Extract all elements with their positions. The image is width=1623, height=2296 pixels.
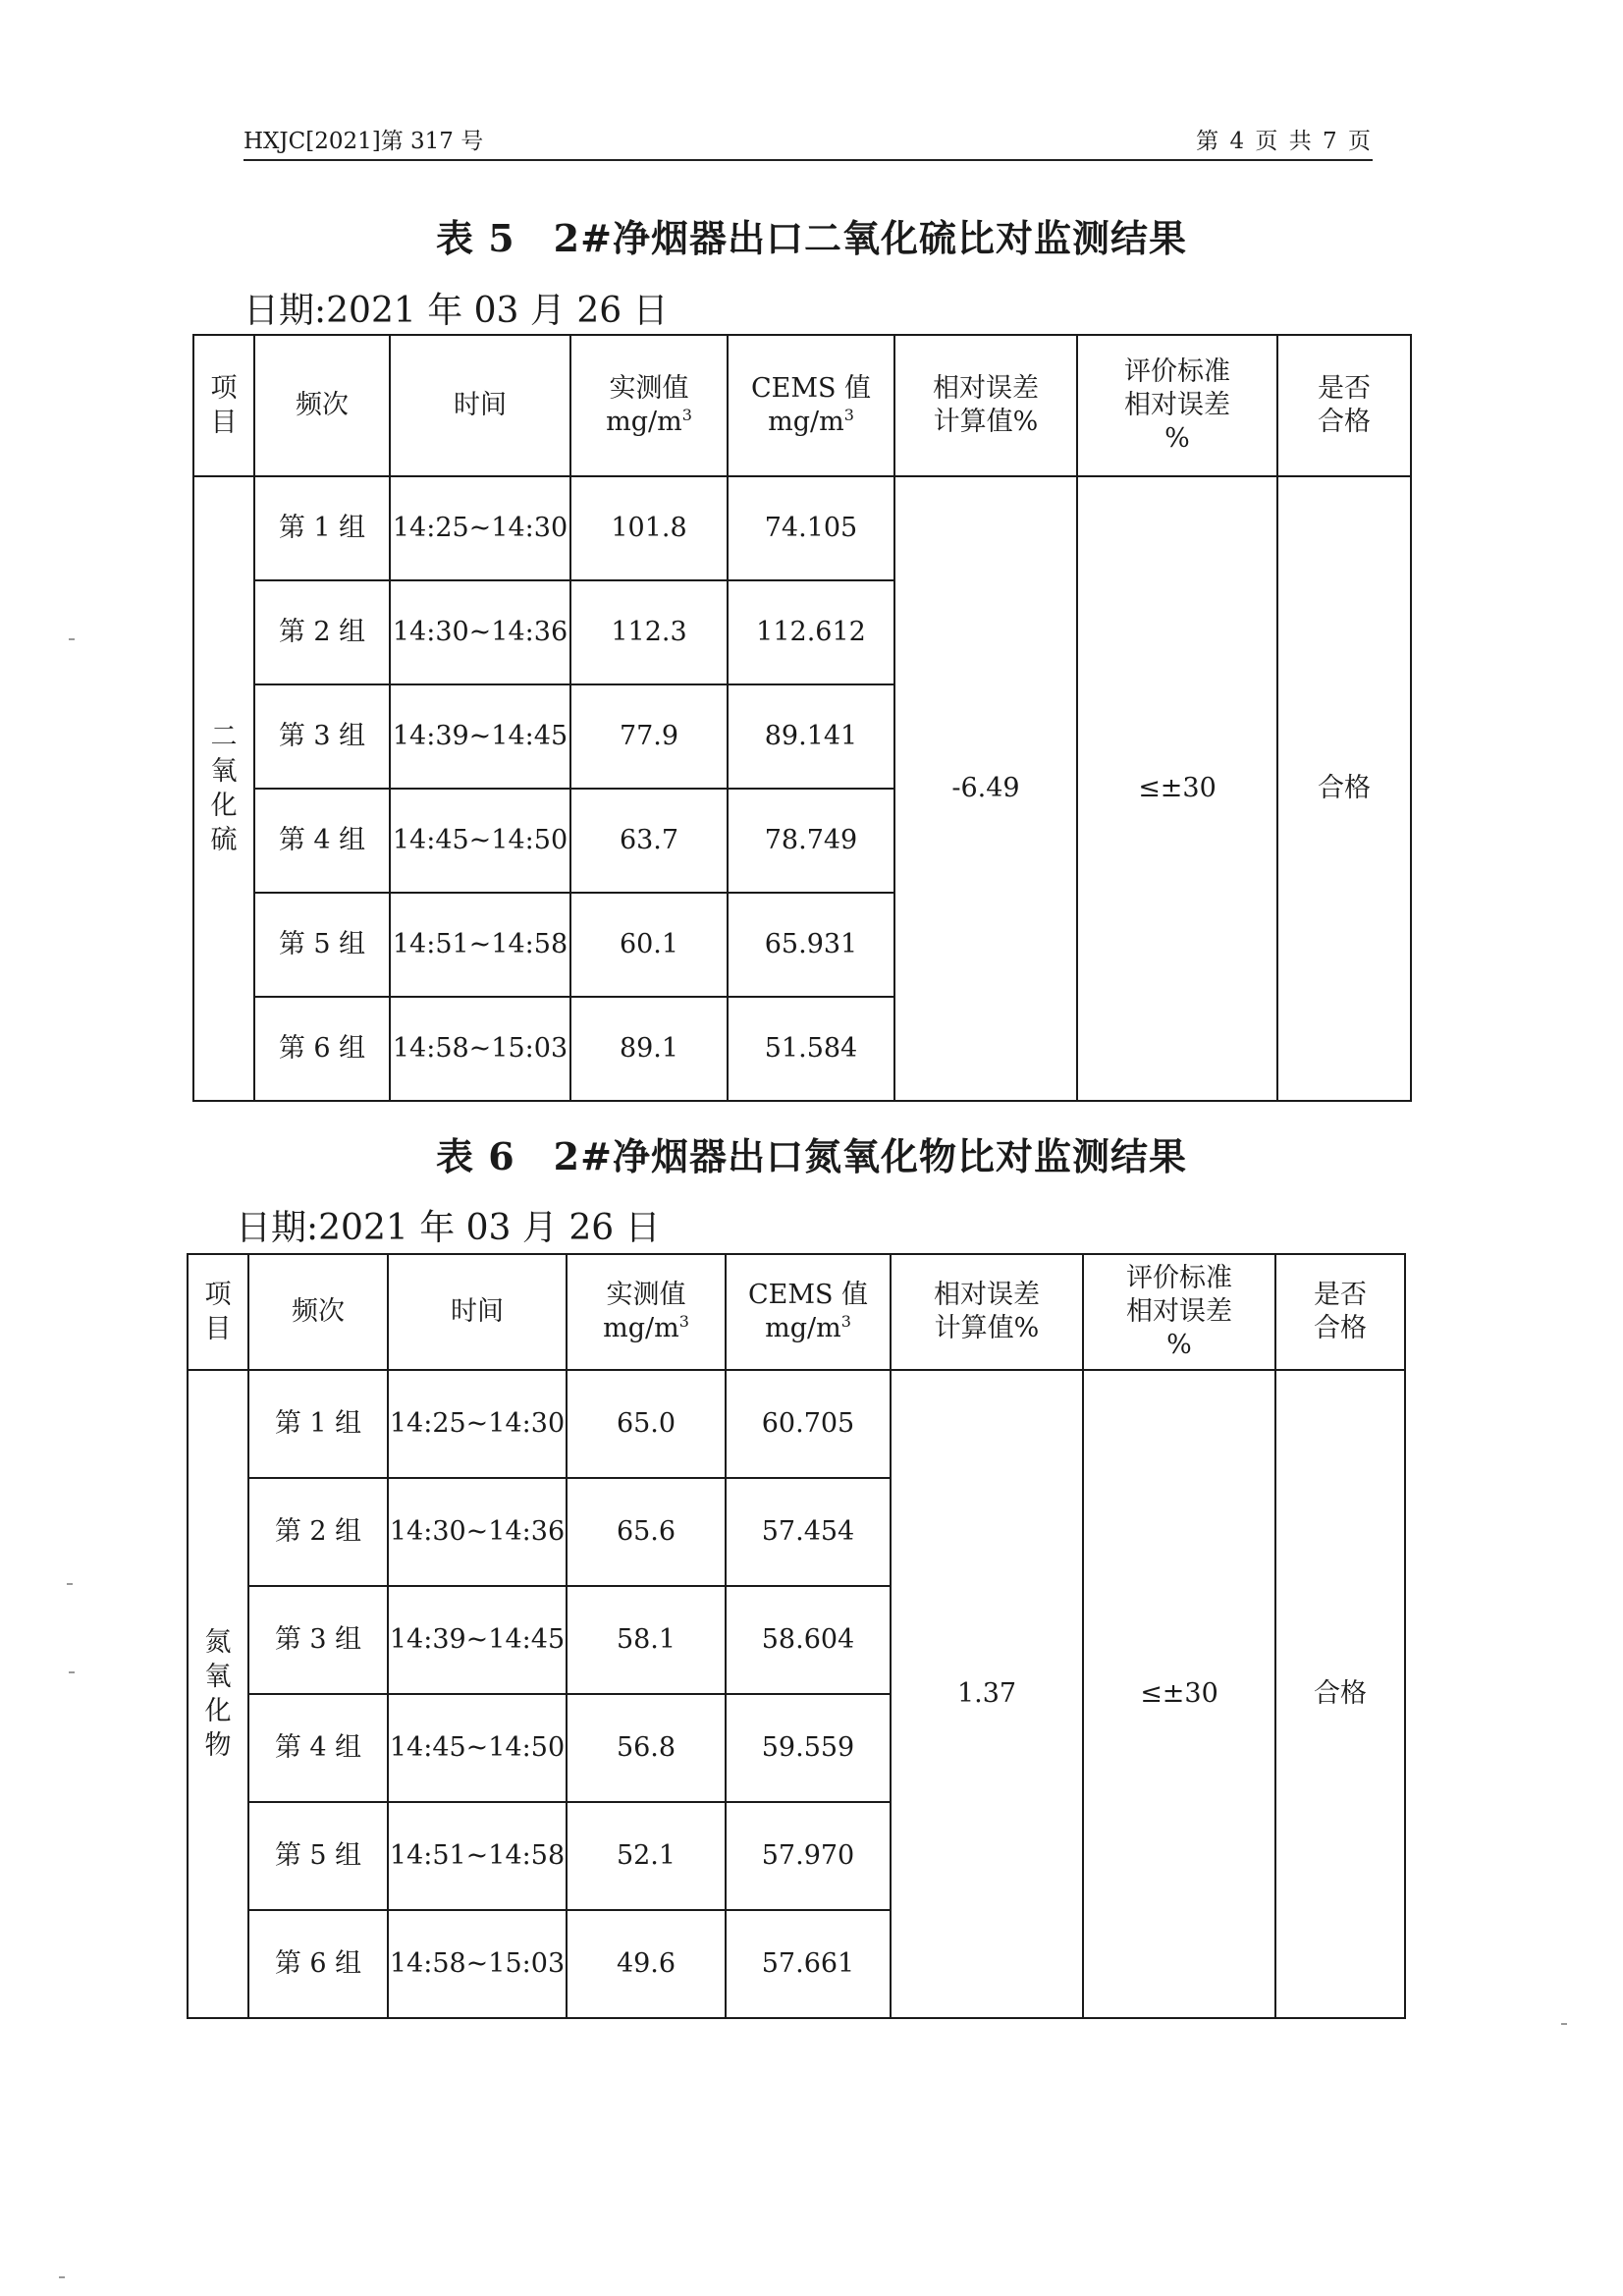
time-cell: 14:58~15:03: [390, 997, 570, 1101]
cems-cell: 57.970: [726, 1802, 891, 1910]
time-cell: 14:25~14:30: [390, 476, 570, 580]
group-cell: 第 5 组: [254, 893, 390, 997]
time-cell: 14:58~15:03: [388, 1910, 567, 2018]
document-number: HXJC[2021]第 317 号: [243, 129, 484, 154]
scan-speck: [67, 1583, 73, 1585]
result-value: 合格: [1277, 476, 1411, 1101]
header-pass: 是否 合格: [1277, 335, 1411, 476]
cems-cell: 59.559: [726, 1694, 891, 1802]
group-cell: 第 1 组: [248, 1370, 388, 1478]
header-time: 时间: [390, 335, 570, 476]
group-cell: 第 5 组: [248, 1802, 388, 1910]
header-standard: 评价标准 相对误差 %: [1077, 335, 1277, 476]
cems-cell: 57.454: [726, 1478, 891, 1586]
header-frequency: 频次: [248, 1254, 388, 1370]
time-cell: 14:45~14:50: [390, 789, 570, 893]
table-header-row: [193, 335, 1411, 476]
table-row: [188, 1370, 1405, 1478]
header-relative-error: 相对误差 计算值%: [891, 1254, 1083, 1370]
header-item: 项 目: [188, 1254, 248, 1370]
measured-cell: 65.0: [567, 1370, 726, 1478]
time-cell: 14:45~14:50: [388, 1694, 567, 1802]
time-cell: 14:30~14:36: [390, 580, 570, 684]
scan-speck: [1561, 2023, 1567, 2025]
table-row: [193, 476, 1411, 580]
item-name: 氮 氧 化 物: [188, 1370, 248, 2018]
header-item: 项 目: [193, 335, 254, 476]
group-cell: 第 4 组: [254, 789, 390, 893]
group-cell: 第 3 组: [254, 684, 390, 789]
group-cell: 第 1 组: [254, 476, 390, 580]
scan-speck: [69, 1671, 75, 1673]
time-cell: 14:51~14:58: [390, 893, 570, 997]
scan-speck: [69, 638, 75, 640]
measured-cell: 52.1: [567, 1802, 726, 1910]
header-cems: CEMS 值 $mg/m^3$: [728, 335, 894, 476]
cems-cell: 112.612: [728, 580, 894, 684]
measured-cell: 77.9: [570, 684, 728, 789]
group-cell: 第 6 组: [248, 1910, 388, 2018]
measured-cell: 58.1: [567, 1586, 726, 1694]
result-value: 合格: [1275, 1370, 1405, 2018]
cems-cell: 74.105: [728, 476, 894, 580]
header-time: 时间: [388, 1254, 567, 1370]
header-measured: 实测值 $mg/m^3$: [570, 335, 728, 476]
time-cell: 14:51~14:58: [388, 1802, 567, 1910]
measured-cell: 49.6: [567, 1910, 726, 2018]
standard-value: ≤±30: [1077, 476, 1277, 1101]
time-cell: 14:25~14:30: [388, 1370, 567, 1478]
cems-cell: 60.705: [726, 1370, 891, 1478]
page-indicator: 第 4 页 共 7 页: [1196, 129, 1373, 154]
relative-error-value: -6.49: [894, 476, 1077, 1101]
header-pass: 是否 合格: [1275, 1254, 1405, 1370]
item-name: 二 氧 化 硫: [193, 476, 254, 1101]
measured-cell: 63.7: [570, 789, 728, 893]
measured-cell: 56.8: [567, 1694, 726, 1802]
cems-cell: 65.931: [728, 893, 894, 997]
table-header-row: [188, 1254, 1405, 1370]
header-cems: CEMS 值 $mg/m^3$: [726, 1254, 891, 1370]
table-6-date: 日期:2021 年 03 月 26 日: [236, 1208, 661, 1248]
measured-cell: 60.1: [570, 893, 728, 997]
table-5: [192, 334, 1412, 1102]
time-cell: 14:30~14:36: [388, 1478, 567, 1586]
header-relative-error: 相对误差 计算值%: [894, 335, 1077, 476]
group-cell: 第 2 组: [248, 1478, 388, 1586]
measured-cell: 89.1: [570, 997, 728, 1101]
table-5-date: 日期:2021 年 03 月 26 日: [243, 291, 669, 331]
table-5-title: 表 5 2#净烟器出口二氧化硫比对监测结果: [436, 216, 1187, 260]
header-measured: 实测值 $mg/m^3$: [567, 1254, 726, 1370]
time-cell: 14:39~14:45: [388, 1586, 567, 1694]
table-6-title: 表 6 2#净烟器出口氮氧化物比对监测结果: [436, 1134, 1187, 1178]
time-cell: 14:39~14:45: [390, 684, 570, 789]
cems-cell: 78.749: [728, 789, 894, 893]
table-6: [187, 1253, 1406, 2019]
relative-error-value: 1.37: [891, 1370, 1083, 2018]
header-frequency: 频次: [254, 335, 390, 476]
header-standard: 评价标准 相对误差 %: [1083, 1254, 1275, 1370]
measured-cell: 101.8: [570, 476, 728, 580]
group-cell: 第 4 组: [248, 1694, 388, 1802]
page-header: [243, 128, 1373, 161]
group-cell: 第 3 组: [248, 1586, 388, 1694]
measured-cell: 65.6: [567, 1478, 726, 1586]
cems-cell: 57.661: [726, 1910, 891, 2018]
group-cell: 第 6 组: [254, 997, 390, 1101]
cems-cell: 89.141: [728, 684, 894, 789]
cems-cell: 51.584: [728, 997, 894, 1101]
measured-cell: 112.3: [570, 580, 728, 684]
scan-speck: [59, 2276, 65, 2278]
cems-cell: 58.604: [726, 1586, 891, 1694]
group-cell: 第 2 组: [254, 580, 390, 684]
standard-value: ≤±30: [1083, 1370, 1275, 2018]
